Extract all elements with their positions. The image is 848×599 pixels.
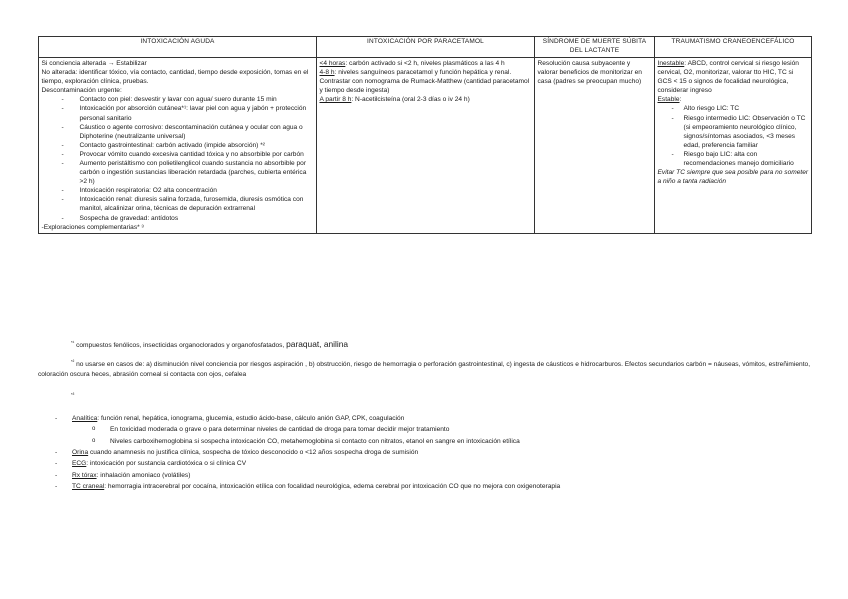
paracetamol-8h xyxy=(320,95,532,104)
header-muerte-subita: SÍNDROME DE MUERTE SÚBITA DEL LACTANTE xyxy=(535,37,655,58)
muerte-subita-text: Resolución causa subyacente y valorar beneficios de monitorizar en casa (padres se preocupan mucho) xyxy=(537,59,642,86)
orina-label: Orina xyxy=(72,448,89,456)
list-item-analitica xyxy=(38,413,828,447)
paracetamol-menos-4h xyxy=(320,59,532,68)
label-4-8h: 4-8 h xyxy=(319,69,335,77)
descontaminacion-list xyxy=(42,95,314,222)
list-item-rx xyxy=(38,470,828,481)
ecg-label: ECG xyxy=(72,460,87,468)
cell-paracetamol xyxy=(317,57,535,233)
list-item: o Niveles carboxihemoglobina si sospecha intoxicación CO, metahemoglobina si contacto con nitratos, etanol en sangre en intoxicación etílica xyxy=(72,436,828,447)
tce-inestable xyxy=(658,59,809,95)
footnote-1 xyxy=(38,339,848,351)
list-item: - Intoxicación por absorción cutánea*¹: lavar piel con agua y jabón + protección personal sanitario xyxy=(42,104,314,122)
list-item: - Cáustico o agente corrosivo: descontaminación cutánea y ocular con agua o Diphoterine (neutralizante universal) xyxy=(42,123,314,141)
conciencia-alterada-line: Si conciencia alterada → Estabilizar xyxy=(41,59,147,67)
tc-text: : hemorragia intracerebral por cocaína, intoxicación etílica con focalidad neurológica, edema cerebral por intoxicación CO que no mejora con oxigenoterapia xyxy=(104,482,561,490)
analitica-sublist xyxy=(72,424,828,447)
ecg-text: : intoxicación por sustancia cardiotóxica o si clínica CV xyxy=(86,460,247,468)
tce-estable-list xyxy=(658,104,809,168)
analitica-text: : función renal, hepática, ionograma, glucemia, estudio ácido-base, cálculo anión GAP, CPK, coagulación xyxy=(97,415,405,422)
cell-tce xyxy=(655,57,812,233)
list-item: - Riesgo intermedio LIC: Observación o TC (si empeoramiento neurológico clínico, signos/síntomas asociados, <3 meses edad, preferencia familiar xyxy=(658,114,809,150)
label-menos-4h: <4 horas xyxy=(319,59,346,67)
list-item: - Intoxicación respiratoria: O2 alta concentración xyxy=(42,186,314,195)
header-tce: TRAUMATISMO CRANEOENCEFÁLICO xyxy=(655,37,812,58)
footnote-3-mark: *³ xyxy=(71,391,75,397)
summary-table xyxy=(38,36,812,234)
text-inestable: : ABCD, control cervical si riesgo lesión cervical, O2, monitorizar, valorar tto HIC, TC si GCS < 15 o signos de focalidad neurológica, considerar ingreso xyxy=(657,59,799,95)
footnote-1-text: compuestos fenólicos, insecticidas organoclorados y organofosfatados, xyxy=(76,342,287,349)
tc-label: TC craneal xyxy=(72,482,105,490)
header-paracetamol: INTOXICACIÓN POR PARACETAMOL xyxy=(317,37,535,58)
analitica-label: Analítica xyxy=(72,415,98,422)
list-item: - Alto riesgo LIC: TC xyxy=(658,104,809,113)
no-alterada-line: No alterada: identificar tóxico, vía contacto, cantidad, tiempo desde exposición, tomas en el tiempo, exploración clínica, pruebas. xyxy=(41,69,309,86)
text-4-8h: : niveles sanguíneos paracetamol y función hepática y renal. Contrastar con nomograma de Rumack-Matthew (cantidad paracetamol y tiempo desde ingesta) xyxy=(319,69,530,95)
complementary-list xyxy=(38,413,828,492)
label-inestable: Inestable xyxy=(657,59,685,67)
text-8h: : N-acetilcisteína (oral 2-3 días o iv 24 h) xyxy=(351,96,470,104)
footnote-3 xyxy=(38,393,848,402)
footnote-1-mark: *¹ xyxy=(71,339,75,345)
text-menos-4h: : carbón activado si <2 h, niveles plasmáticos a las 4 h xyxy=(345,59,505,67)
orina-text: cuando anamnesis no justifica clínica, sospecha de tóxico desconocido o <12 años sospecha droga de sumisión xyxy=(88,448,419,456)
list-item-ecg xyxy=(38,458,828,469)
label-estable: Estable xyxy=(657,96,680,104)
table-header-row xyxy=(39,37,812,58)
list-item: - Contacto gastrointestinal: carbón activado (impide absorción) *² xyxy=(42,141,314,150)
estable-colon: : xyxy=(679,96,682,104)
header-intoxicacion-aguda: INTOXICACIÓN AGUDA xyxy=(39,37,317,58)
list-item-orina xyxy=(38,447,828,458)
footnote-2 xyxy=(38,360,818,380)
cell-muerte-subita xyxy=(535,57,655,233)
list-item: - Provocar vómito cuando excesiva cantidad tóxica y no absorbible por carbón xyxy=(42,150,314,159)
list-item: - Intoxicación renal: diuresis salina forzada, furosemida, diuresis osmótica con manitol, alcalinizar orina, técnicas de depuración extrarrenal xyxy=(42,195,314,213)
list-item: o En toxicidad moderada o grave o para determinar niveles de cantidad de droga para tomar decidir mejor tratamiento xyxy=(72,424,828,435)
list-item: - Riesgo bajo LIC: alta con recomendaciones manejo domiciliario xyxy=(658,150,809,168)
label-8h: A partir 8 h xyxy=(319,96,352,104)
list-item: - Aumento peristáltismo con polietilenglicol cuando sustancia no absorbible por carbón o ingestión sustancias liberación retardada (parches, cubierta entérica >2 h) xyxy=(42,159,314,186)
footnote-2-text: no usarse en casos de: a) disminución nivel conciencia por riesgos aspiración , b) obstrucción, riesgo de hemorragia o perforación gastrointestinal, c) ingesta de cáusticos e hidrocarburos. Efectos secundarios carbón = náuseas, vómitos, estreñimiento, coloración oscura heces, abrasión corneal si contacta con ojos, cefalea xyxy=(38,361,811,378)
descontaminacion-heading: Descontaminación urgente: xyxy=(41,87,122,95)
list-item: - Sospecha de gravedad: antídotos xyxy=(42,214,314,223)
tce-estable xyxy=(658,95,809,104)
exploraciones-footer: -Exploraciones complementarias* ³ xyxy=(41,223,144,231)
cell-intoxicacion-aguda xyxy=(39,57,317,233)
paracetamol-4-8h xyxy=(320,68,532,95)
list-item: - Contacto con piel: desvestir y lavar con agua/ suero durante 15 min xyxy=(42,95,314,104)
table-body-row xyxy=(39,57,812,233)
rx-label: Rx tórax xyxy=(72,471,97,479)
footnote-1-emphasis: paraquat, anilina xyxy=(286,339,349,349)
list-item-tc xyxy=(38,481,828,492)
rx-text: : inhalación amoniaco (volátiles) xyxy=(96,471,191,479)
tce-note: Evitar TC siempre que sea posible para no someter a niño a tanta radiación xyxy=(657,169,809,186)
footnote-2-mark: *² xyxy=(71,358,75,364)
